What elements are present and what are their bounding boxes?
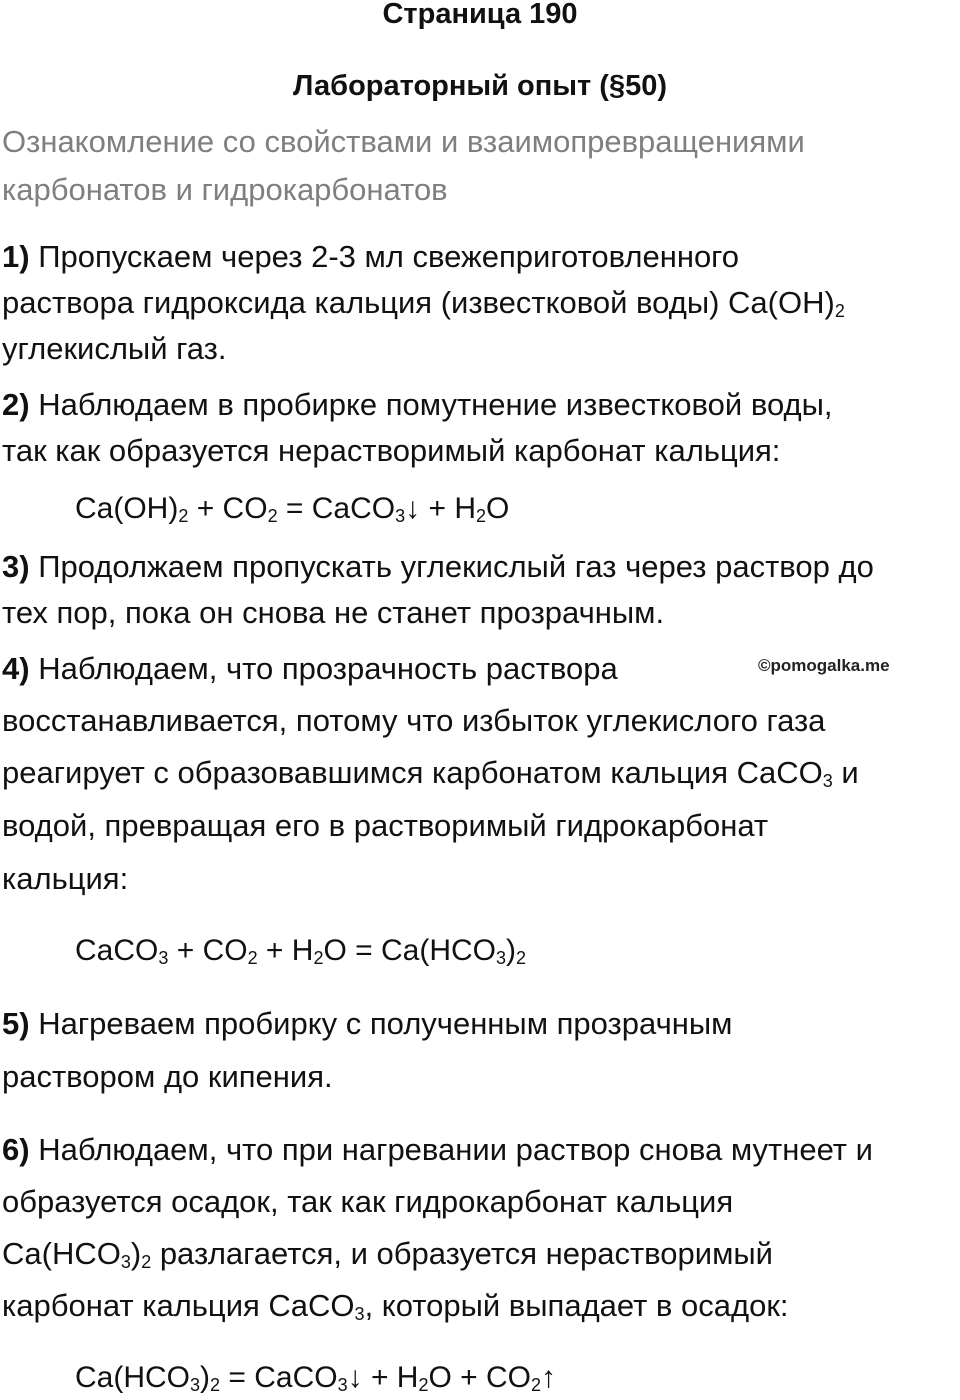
step-4-line-5: кальция:: [2, 861, 129, 896]
subscript: 3: [822, 771, 833, 791]
equation-3: $Ca(HCO_3)_2$ = CaCO$_3$↓ + $H_2O$ + $CO_2↑$: [75, 1361, 557, 1395]
step-1-line-3: углекислый газ.: [2, 331, 227, 366]
step-number: 5): [2, 1006, 30, 1041]
step-text: Продолжаем пропускать углекислый газ через раствор до: [38, 549, 874, 584]
step-6-line-2: образуется осадок, так как гидрокарбонат кальция: [2, 1184, 734, 1219]
step-6-line-4: карбонат кальция CaCO$_3$, который выпадает в осадок:: [2, 1288, 789, 1324]
equation-2: CaCO$_3$ + $CO_2 + H_2O = Ca(HCO_3)_2$: [75, 934, 527, 968]
page-title: Страница 190: [382, 0, 578, 30]
page-subtitle: Лабораторный опыт (§50): [292, 70, 668, 102]
step-number: 4): [2, 651, 30, 686]
step-text: Нагреваем пробирку с полученным прозрачным: [38, 1006, 733, 1041]
subscript: 3: [354, 1304, 365, 1324]
step-6-line-1: [2, 1132, 873, 1168]
step-5-line-2: раствором до кипения.: [2, 1059, 333, 1094]
step-3-line-1: [2, 549, 874, 585]
subscript: 2: [141, 1252, 152, 1272]
intro-line-2: карбонатов и гидрокарбонатов: [2, 172, 448, 207]
step-text: Наблюдаем, что прозрачность раствора: [38, 651, 618, 686]
equation-1: $Ca(OH)_2 + CO_2$ = CaCO$_3$↓ + $H_2O$: [75, 492, 510, 526]
step-4-line-2: восстанавливается, потому что избыток углекислого газа: [2, 703, 826, 738]
step-text: Пропускаем через 2-3 мл свежеприготовленного: [38, 239, 740, 274]
step-4-line-4: водой, превращая его в растворимый гидрокарбонат: [2, 808, 769, 843]
step-text: Наблюдаем, что при нагревании раствор снова мутнеет и: [38, 1132, 873, 1167]
watermark: ©pomogalka.me: [758, 656, 890, 675]
step-4-line-1: [2, 651, 618, 687]
step-number: 2): [2, 387, 30, 422]
step-2-line-2: так как образуется нерастворимый карбонат кальция:: [2, 433, 781, 468]
intro-line-1: Ознакомление со свойствами и взаимопревращениями: [2, 124, 805, 159]
step-text: Наблюдаем в пробирке помутнение известковой воды,: [38, 387, 833, 422]
step-5-line-1: [2, 1006, 732, 1042]
step-number: 3): [2, 549, 30, 584]
step-4-line-3: реагирует с образовавшимся карбонатом кальция CaCO$_3$ и: [2, 755, 859, 791]
step-2-line-1: [2, 387, 833, 423]
subscript: 2: [834, 301, 845, 321]
step-1-line-1: [2, 239, 739, 275]
subscript: 3: [120, 1252, 131, 1272]
step-number: 1): [2, 239, 30, 274]
step-3-line-2: тех пор, пока он снова не станет прозрачным.: [2, 595, 665, 630]
step-6-line-3: $Ca(HCO_3)_2$ разлагается, и образуется нерастворимый: [2, 1236, 773, 1272]
step-text: раствора гидроксида кальция (известковой воды) Ca(OH): [2, 285, 835, 320]
step-1-line-2: [2, 285, 845, 321]
step-number: 6): [2, 1132, 30, 1167]
